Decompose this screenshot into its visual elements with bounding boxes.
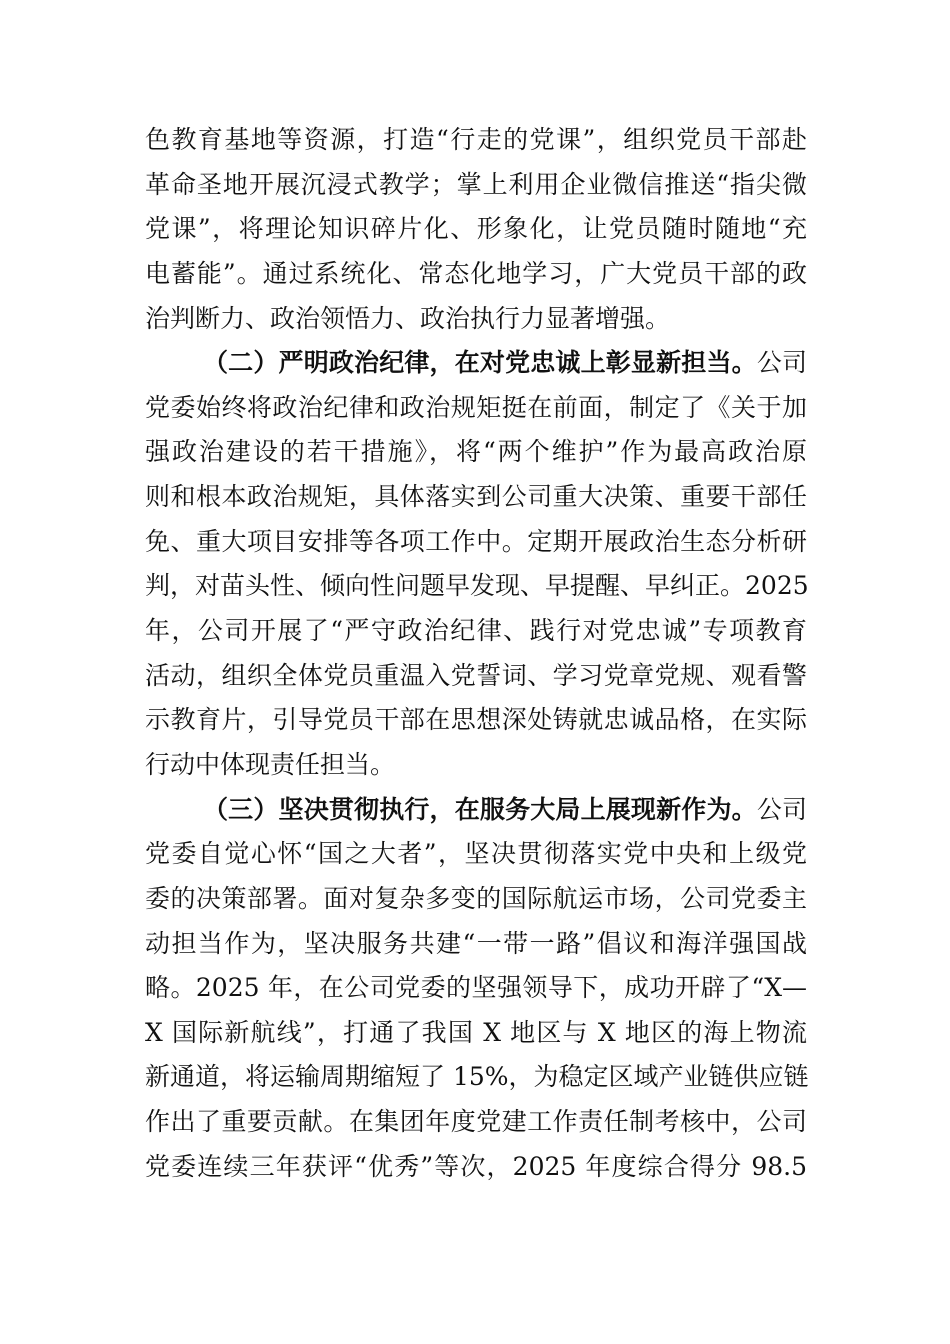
text-line: 党委连续三年获评“优秀”等次，2025 年度综合得分 98.5 — [145, 1151, 807, 1181]
text-line: 治判断力、政治领悟力、政治执行力显著增强。 — [145, 303, 671, 333]
text-line: 党委始终将政治纪律和政治规矩挺在前面，制定了《关于加 — [145, 392, 807, 422]
text-line: 党委自觉心怀“国之大者”，坚决贯彻落实党中央和上级党 — [145, 839, 807, 869]
text-line: 示教育片，引导党员干部在思想深处铸就忠诚品格，在实际 — [145, 705, 807, 735]
text-line: 电蓄能”。通过系统化、常态化地学习，广大党员干部的政 — [145, 258, 807, 288]
text-line: 强政治建设的若干措施》，将“两个维护”作为最高政治原 — [145, 437, 807, 467]
text-line: 色教育基地等资源，打造“行走的党课”，组织党员干部赴 — [145, 125, 807, 154]
text-span: 公司 — [756, 794, 807, 824]
text-line: 新通道，将运输周期缩短了 15%，为稳定区域产业链供应链 — [145, 1062, 809, 1092]
section-heading: （二）严明政治纪律，在对党忠诚上彰显新担当。 — [203, 348, 757, 378]
text-line: 委的决策部署。面对复杂多变的国际航运市场，公司党委主 — [145, 883, 807, 913]
text-line: 作出了重要贡献。在集团年度党建工作责任制考核中，公司 — [145, 1107, 807, 1137]
text-line: 年，公司开展了“严守政治纪律、践行对党忠诚”专项教育 — [145, 616, 807, 646]
section-heading-line — [145, 341, 807, 386]
text-line: 则和根本政治规矩，具体落实到公司重大决策、重要干部任 — [145, 482, 807, 512]
text-line: 略。2025 年，在公司党委的坚强领导下，成功开辟了“X— — [145, 973, 807, 1003]
section-heading-line — [145, 788, 807, 833]
paragraph-2 — [145, 341, 807, 787]
text-line: 判，对苗头性、倾向性问题早发现、早提醒、早纠正。2025 — [145, 571, 809, 601]
paragraph-3 — [145, 788, 807, 1190]
text-line: 活动，组织全体党员重温入党誓词、学习党章党规、观看警 — [145, 660, 807, 690]
text-line: 行动中体现责任担当。 — [145, 749, 396, 779]
text-line: 动担当作为，坚决服务共建“一带一路”倡议和海洋强国战 — [145, 928, 807, 958]
text-line: X 国际新航线”，打通了我国 X 地区与 X 地区的海上物流 — [145, 1017, 807, 1047]
document-page — [145, 118, 807, 1189]
section-heading: （三）坚决贯彻执行，在服务大局上展现新作为。 — [203, 794, 757, 824]
text-line: 党课”，将理论知识碎片化、形象化，让党员随时随地“充 — [145, 214, 807, 244]
text-line: 免、重大项目安排等各项工作中。定期开展政治生态分析研 — [145, 526, 807, 556]
paragraph-1 — [145, 118, 807, 341]
text-span: 公司 — [756, 348, 807, 378]
text-line: 革命圣地开展沉浸式教学；掌上利用企业微信推送“指尖微 — [145, 169, 807, 199]
